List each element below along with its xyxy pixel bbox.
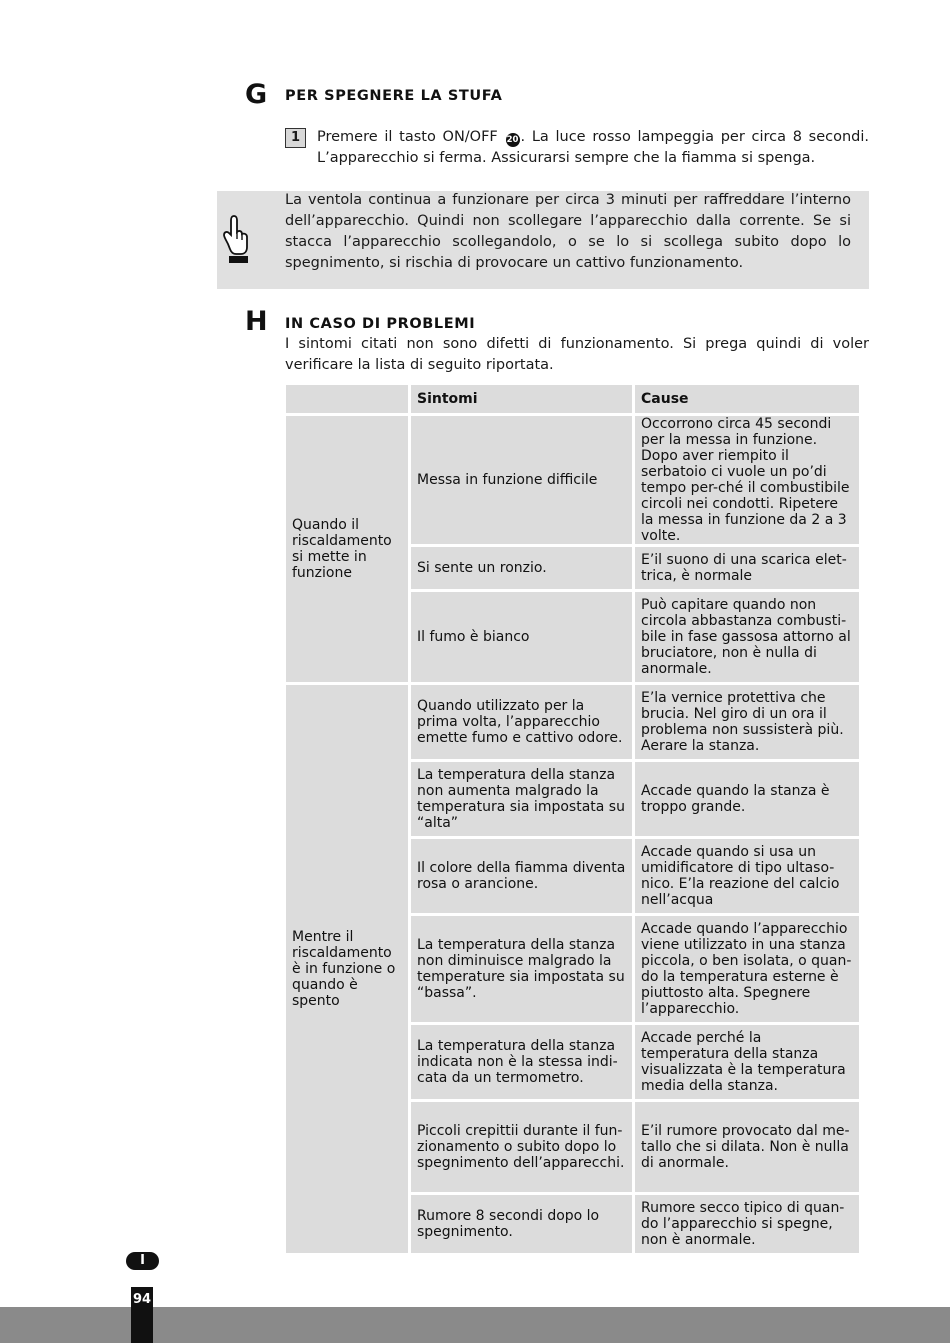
symptom-cell: Rumore 8 secondi dopo lo spegnimento. (411, 1195, 632, 1253)
step-number-box: 1 (285, 128, 306, 148)
header-empty-cell (286, 385, 408, 413)
table-header-row (286, 385, 859, 413)
symptom-cell: Il colore della fiamma diventa rosa o arancione. (411, 839, 632, 913)
cause-cell: E’il suono di una scarica elet-trica, è normale (635, 547, 859, 589)
section-h-intro: I sintomi citati non sono difetti di funzionamento. Si prega quindi di voler verificare la lista di seguito riportata. (285, 336, 869, 373)
cause-cell: Occorrono circa 45 secondi per la messa in funzione. Dopo aver riempito il serbatoio ci vuole un po’di tempo per-ché il combustibile circoli nei condotti. Ripetere la messa in funzione da 2 a 3 volte. (635, 416, 859, 544)
table-row (286, 416, 859, 544)
section-letter-h: H (245, 306, 268, 337)
cause-cell: Rumore secco tipico di quan-do l’apparecchio si spegne, non è anormale. (635, 1195, 859, 1253)
section-title-h: IN CASO DI PROBLEMI (285, 316, 476, 332)
symptom-cell: Si sente un ronzio. (411, 547, 632, 589)
warning-note (217, 191, 869, 289)
step-text-before: Premere il tasto ON/OFF (317, 129, 498, 145)
condition-cell: Mentre il riscaldamento è in funzione o quando è spento (286, 685, 408, 1253)
symptom-cell: La temperatura della stanza indicata non è la stessa indi-cata da un termometro. (411, 1025, 632, 1099)
pointing-hand-icon (221, 213, 251, 265)
symptom-cell: Quando utilizzato per la prima volta, l’apparecchio emette fumo e cattivo odore. (411, 685, 632, 759)
language-badge: I (126, 1252, 159, 1270)
page-number: 94 (132, 1292, 152, 1307)
step-text-after: . La luce rosso lampeggia per circa 8 secondi. L’apparecchio si ferma. Assicurarsi sempre che la fiamma si spenga. (317, 129, 870, 166)
symptom-cell: Messa in funzione difficile (411, 416, 632, 544)
cause-cell: Accade quando la stanza è troppo grande. (635, 762, 859, 836)
section-title-g: PER SPEGNERE LA STUFA (285, 88, 503, 104)
symptom-cell: Il fumo è bianco (411, 592, 632, 682)
troubleshooting-table (283, 382, 862, 1256)
condition-cell: Quando il riscaldamento si mette in funzione (286, 416, 408, 682)
cause-cell: E’la vernice protettiva che brucia. Nel giro di un ora il problema non sussisterà più. Aerare la stanza. (635, 685, 859, 759)
cause-cell: Accade quando si usa un umidificatore di tipo ultaso-nico. E’la reazione del calcio nell’acqua (635, 839, 859, 913)
table-row (286, 685, 859, 759)
symptom-cell: Piccoli crepittii durante il fun-zionamento o subito dopo lo spegnimento dell’apparecchi. (411, 1102, 632, 1192)
note-text: La ventola continua a funzionare per circa 3 minuti per raffreddare l’interno dell’apparecchio. Quindi non scollegare l’apparecchio dalla corrente. Se si stacca l’apparecchio scollegandolo, o se lo si scollega subito dopo lo spegnimento, si rischia di provocare un cattivo funzionamento. (285, 192, 851, 271)
section-letter-g: G (245, 79, 268, 110)
header-symptoms: Sintomi (411, 385, 632, 413)
cause-cell: Accade quando l’apparecchio viene utilizzato in una stanza piccola, o ben isolata, o quan-do la temperatura esterne è piuttosto alta. Spegnere l’apparecchio. (635, 916, 859, 1022)
step-1-text (317, 127, 869, 169)
header-causes: Cause (635, 385, 859, 413)
cause-cell: Accade perché la temperatura della stanza visualizzata è la temperatura media della stanza. (635, 1025, 859, 1099)
symptom-cell: La temperatura della stanza non diminuisce malgrado la temperature sia impostata su “bassa”. (411, 916, 632, 1022)
symptom-cell: La temperatura della stanza non aumenta malgrado la temperatura sia impostata su “alta” (411, 762, 632, 836)
figure-reference-badge: 20 (506, 135, 519, 145)
cause-cell: E’il rumore provocato dal me-tallo che si dilata. Non è nulla di anormale. (635, 1102, 859, 1192)
cause-cell: Può capitare quando non circola abbastanza combusti-bile in fase gassosa attorno al bruciatore, non è nulla di anormale. (635, 592, 859, 682)
